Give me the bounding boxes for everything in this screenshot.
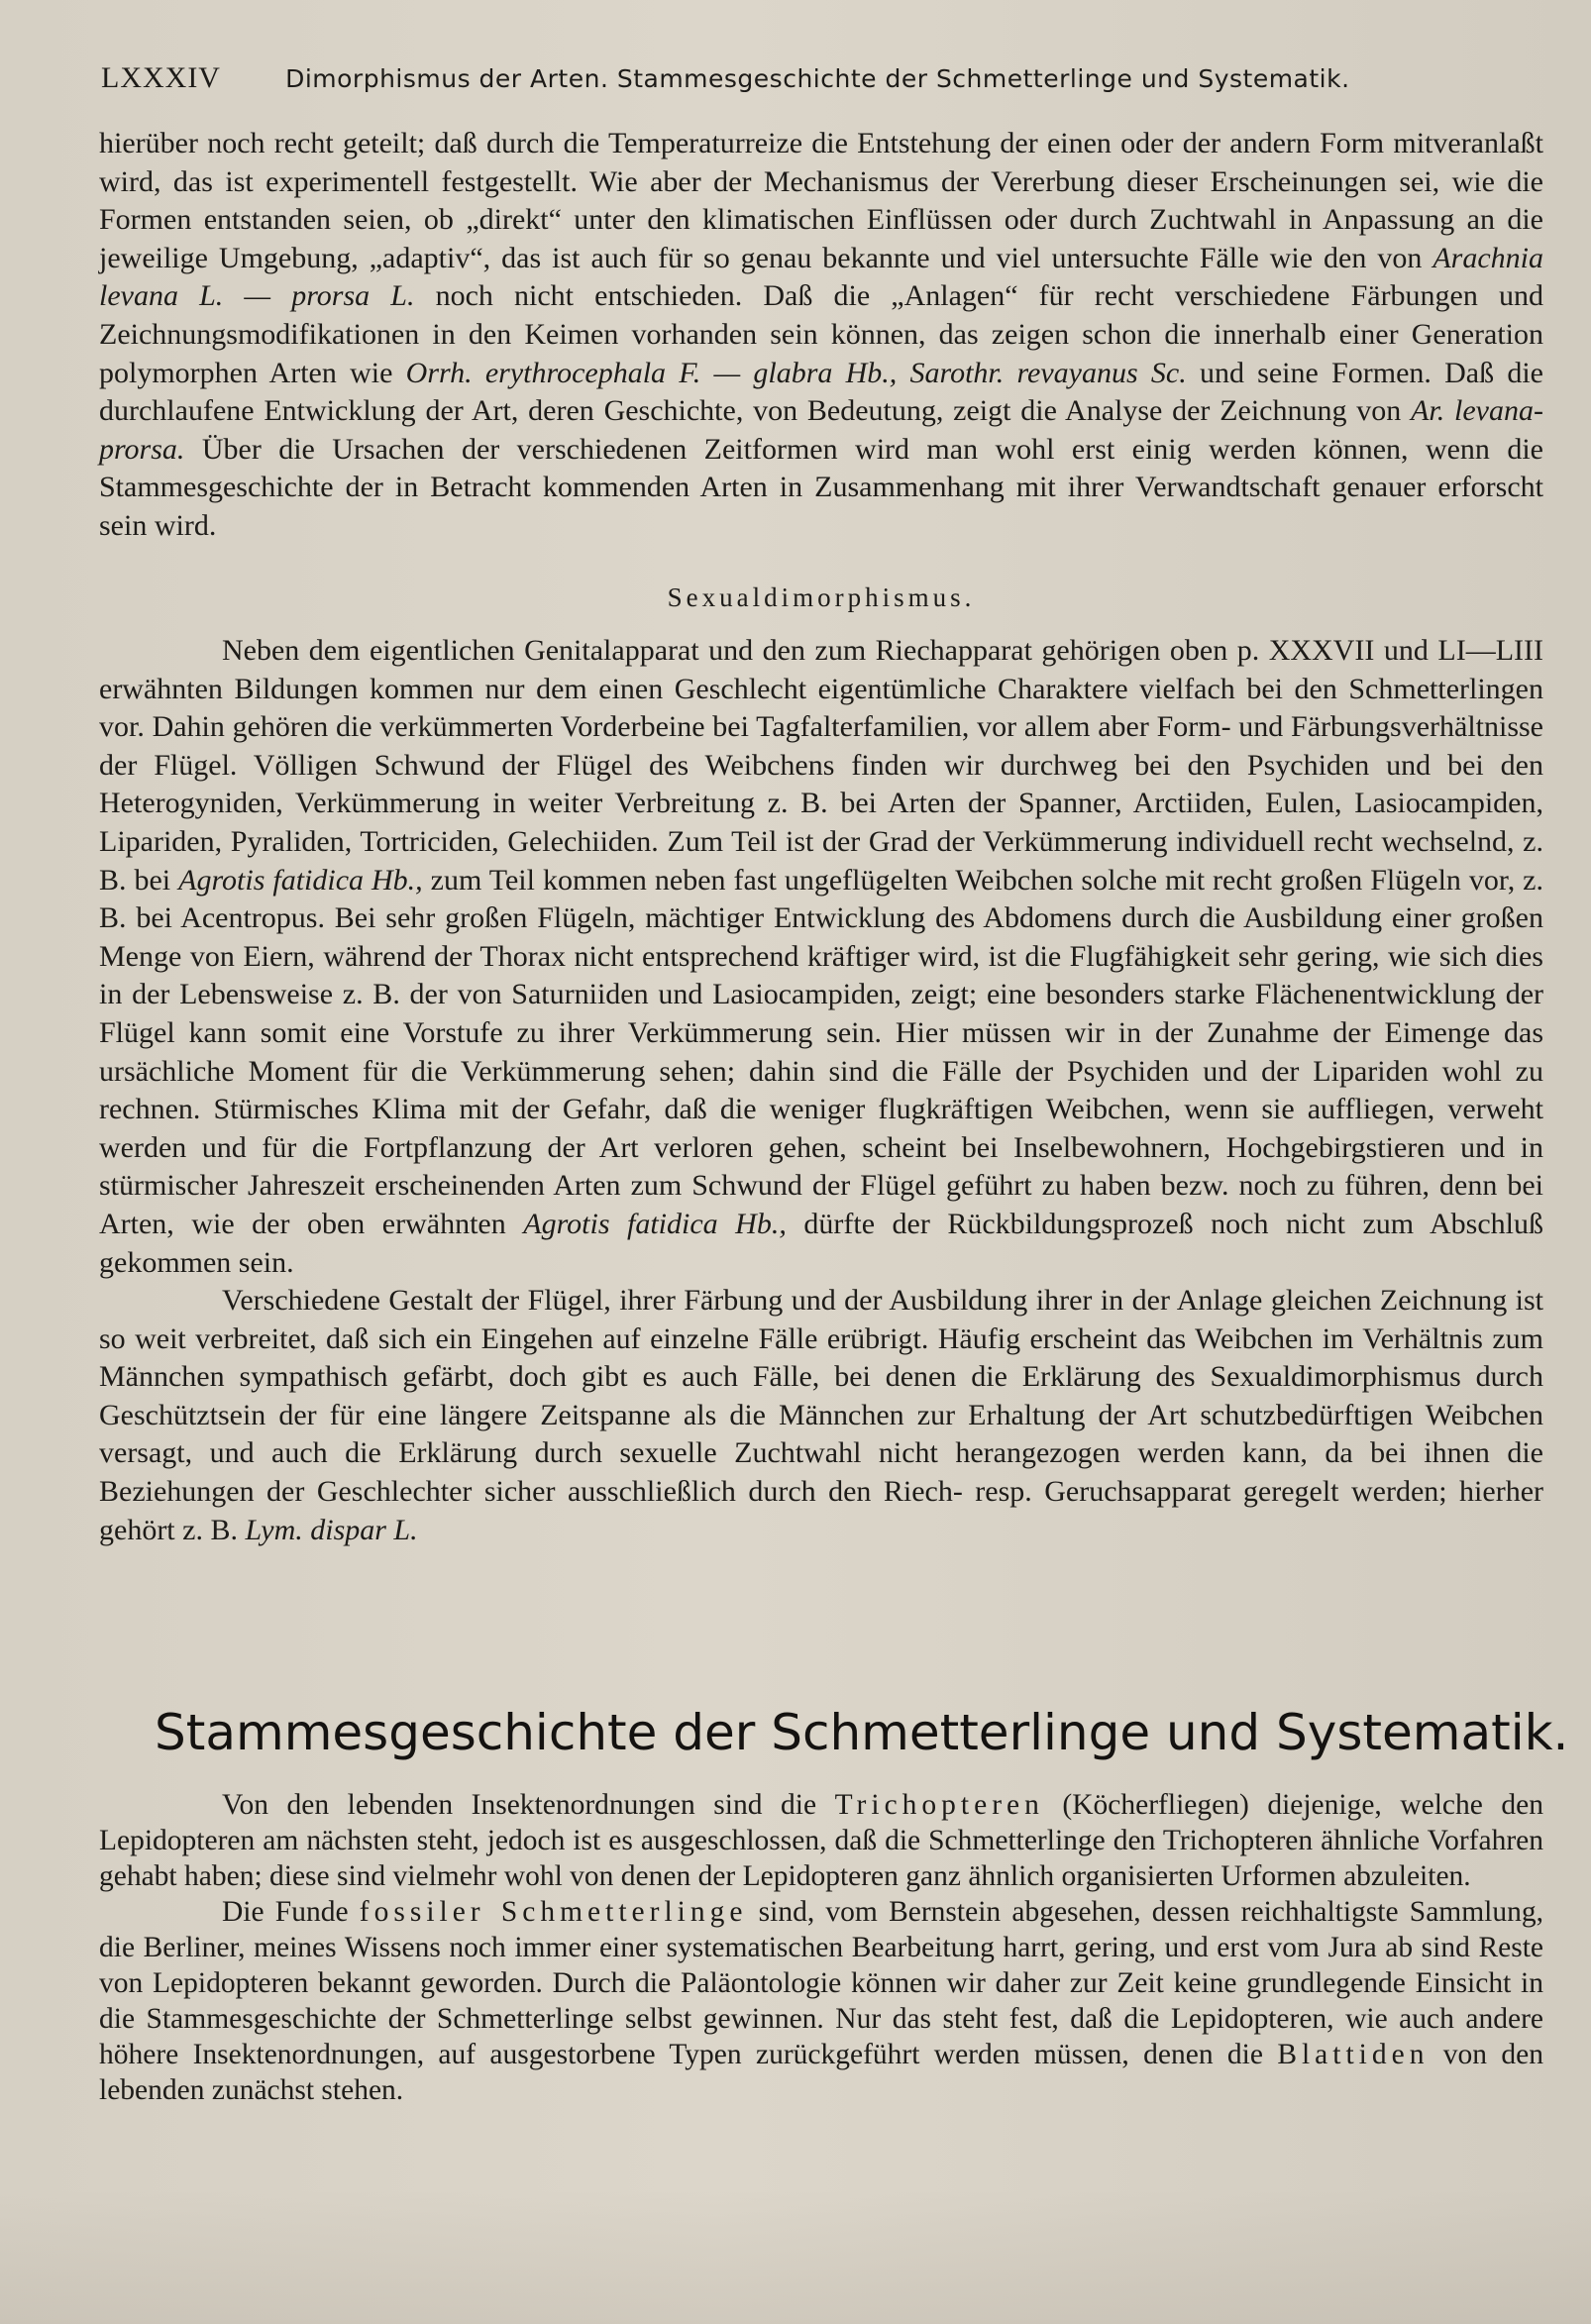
text-run: (Köcherfliegen) diejenige, welche den Lepidopteren am nächsten steht, jedoch ist es ausgeschlossen, daß die Schmetterlinge den Trichopteren ähnliche Vorfahren gehabt haben; diese sind vielmehr wohl von denen der Lepidopteren ganz ähnlich organisierten Urformen abzuleiten. xyxy=(99,1789,1543,1892)
species-name: Orrh. erythrocephala F. — glabra Hb., Sarothr. revayanus Sc. xyxy=(405,356,1187,389)
page-shadow xyxy=(0,2189,1591,2324)
paragraph xyxy=(99,1787,1543,1894)
species-name: Arachnia levana L. — prorsa L. xyxy=(99,241,1543,313)
text-block-sexualdimorphismus xyxy=(99,632,1543,1549)
text-block-stammesgeschichte xyxy=(99,1787,1543,2108)
text-run: zum Teil kommen neben fast ungeflügelten Weibchen solche mit recht großen Flügeln vor, z. B. bei Acentropus. Bei sehr großen Flügeln, mächtiger Entwicklung des Abdomens durch die Ausbildung einer großen Menge von Eiern, während der Thorax nicht entsprechend kräftiger wird, ist die Flugfähigkeit sehr gering, wie sich dies in der Lebensweise z. B. der von Saturniiden und Lasiocampiden, zeigt; eine besonders starke Flächenentwicklung der Flügel kann somit eine Vorstufe zu ihrer Verkümmerung sein. Hier müssen wir in der Zunahme der Eimenge das ursächliche Moment für die Verkümmerung sehen; dahin sind die Fälle der Psychiden und der Lipariden wohl zu rechnen. Stürmisches Klima mit der Gefahr, daß die weniger flugkräftigen Weibchen, wenn sie auffliegen, verweht werden und für die Fortpflanzung der Art verloren gehen, scheint bei Inselbewohnern, Hochgebirgstieren und in stürmischer Jahreszeit erscheinenden Arten zum Schwund der Flügel geführt zu haben bezw. noch zu führen, denn bei Arten, wie der oben erwähnten xyxy=(99,863,1543,1240)
text-block-dimorphism xyxy=(99,125,1543,546)
section-title: Stammesgeschichte der Schmetterlinge und Systematik. xyxy=(155,1704,1569,1761)
spaced-term: Blattiden xyxy=(1277,2039,1430,2070)
text-run: und seine Formen. Daß die durchlaufene Entwicklung der Art, deren Geschichte, von Bedeutung, zeigt die Analyse der Zeichnung von xyxy=(99,356,1543,428)
text-run: noch nicht entschieden. Daß die „Anlagen“ für recht verschiedene Färbungen und Zeichnungsmodifikationen in den Keimen vorhanden sein können, das zeigen schon die innerhalb einer Generation polymorphen Arten wie xyxy=(99,279,1544,389)
text-run: Verschiedene Gestalt der Flügel, ihrer Färbung und der Ausbildung ihrer in der Anlage gleichen Zeichnung ist so weit verbreitet, daß sich ein Eingehen auf einzelne Fälle erübrigt. Häufig erscheint das Weibchen im Verhältnis zum Männchen sympathisch gefärbt, doch gibt es auch Fälle, bei denen die Erklärung des Sexualdimorphismus durch Geschütztsein der für eine längere Zeitspanne als die Männchen zur Erhaltung der Art schutzbedürftigen Weibchen versagt, und auch die Erklärung durch sexuelle Zuchtwahl nicht herangezogen werden kann, da bei ihnen die Beziehungen der Geschlechter sicher ausschließlich durch den Riech- resp. Geruchsapparat geregelt werden; hierher gehört z. B. xyxy=(99,1284,1543,1546)
text-run: von den lebenden zunächst stehen. xyxy=(99,2039,1543,2106)
paragraph xyxy=(99,125,1543,546)
text-run: Über die Ursachen der verschiedenen Zeitformen wird man wohl erst einig werden können, wenn die Stammesgeschichte der in Betracht kommenden Arten in Zusammenhang mit ihrer Verwandtschaft genauer erforscht sein wird. xyxy=(99,432,1543,542)
subheading-sexualdimorphismus: Sexualdimorphismus. xyxy=(667,582,976,612)
paragraph xyxy=(99,632,1543,1282)
running-title: Dimorphismus der Arten. Stammesgeschichte der Schmetterlinge und Systematik. xyxy=(285,64,1350,93)
spaced-term: Trichopteren xyxy=(834,1789,1044,1821)
text-run: Die Funde xyxy=(222,1896,360,1928)
spaced-term: fossiler Schmetterlinge xyxy=(359,1896,748,1928)
species-name: Agrotis fatidica Hb., xyxy=(178,863,423,897)
species-name: Agrotis fatidica Hb., xyxy=(523,1207,787,1240)
text-run: hierüber noch recht geteilt; daß durch die Temperaturreize die Entstehung der einen oder der andern Form mitveranlaßt wird, das ist experimentell festgestellt. Wie aber der Mechanismus der Vererbung dieser Erscheinungen sei, wie die Formen entstanden seien, ob „direkt“ unter den klimatischen Einflüssen oder durch Zuchtwahl in Anpassung an die jeweilige Umgebung, „adaptiv“, das ist auch für so genau bekannte und viel untersuchte Fälle wie den von xyxy=(99,127,1543,274)
page-number: LXXXIV xyxy=(101,61,221,94)
species-name: Lym. dispar L. xyxy=(245,1513,418,1546)
text-run: dürfte der Rückbildungsprozeß noch nicht zum Abschluß gekommen sein. xyxy=(99,1207,1543,1279)
paragraph xyxy=(99,1894,1543,2108)
text-run: Von den lebenden Insektenordnungen sind die xyxy=(222,1789,835,1821)
text-run: Neben dem eigentlichen Genitalapparat und den zum Riechapparat gehörigen oben p. XXXVII und LI—LIII erwähnten Bildungen kommen nur dem einen Geschlecht eigentümliche Charaktere vielfach bei den Schmetterlingen vor. Dahin gehören die verkümmerten Vorderbeine bei Tagfalterfamilien, vor allem aber Form- und Färbungsverhältnisse der Flügel. Völligen Schwund der Flügel des Weibchens finden wir durchweg bei den Psychiden und bei den Heterogyniden, Verkümmerung in weiter Verbreitung z. B. bei Arten der Spanner, Arctiiden, Eulen, Lasiocampiden, Lipariden, Pyraliden, Tortriciden, Gelechiiden. Zum Teil ist der Grad der Verkümmerung individuell recht wechselnd, z. B. bei xyxy=(99,634,1543,897)
paragraph xyxy=(99,1282,1543,1549)
species-name: Ar. levana-prorsa. xyxy=(99,394,1543,466)
running-head xyxy=(101,61,1547,95)
text-run: sind, vom Bernstein abgesehen, dessen reichhaltigste Sammlung, die Berliner, meines Wissens noch immer einer systematischen Bearbeitung harrt, gering, und erst vom Jura ab sind Reste von Lepidopteren bekannt geworden. Durch die Paläontologie können wir daher zur Zeit keine grundlegende Einsicht in die Stammesgeschichte der Schmetterlinge selbst gewinnen. Nur das steht fest, daß die Lepidopteren, wie auch andere höhere Insektenordnungen, auf ausgestorbene Typen zurückgeführt werden müssen, denen die xyxy=(99,1896,1544,2070)
